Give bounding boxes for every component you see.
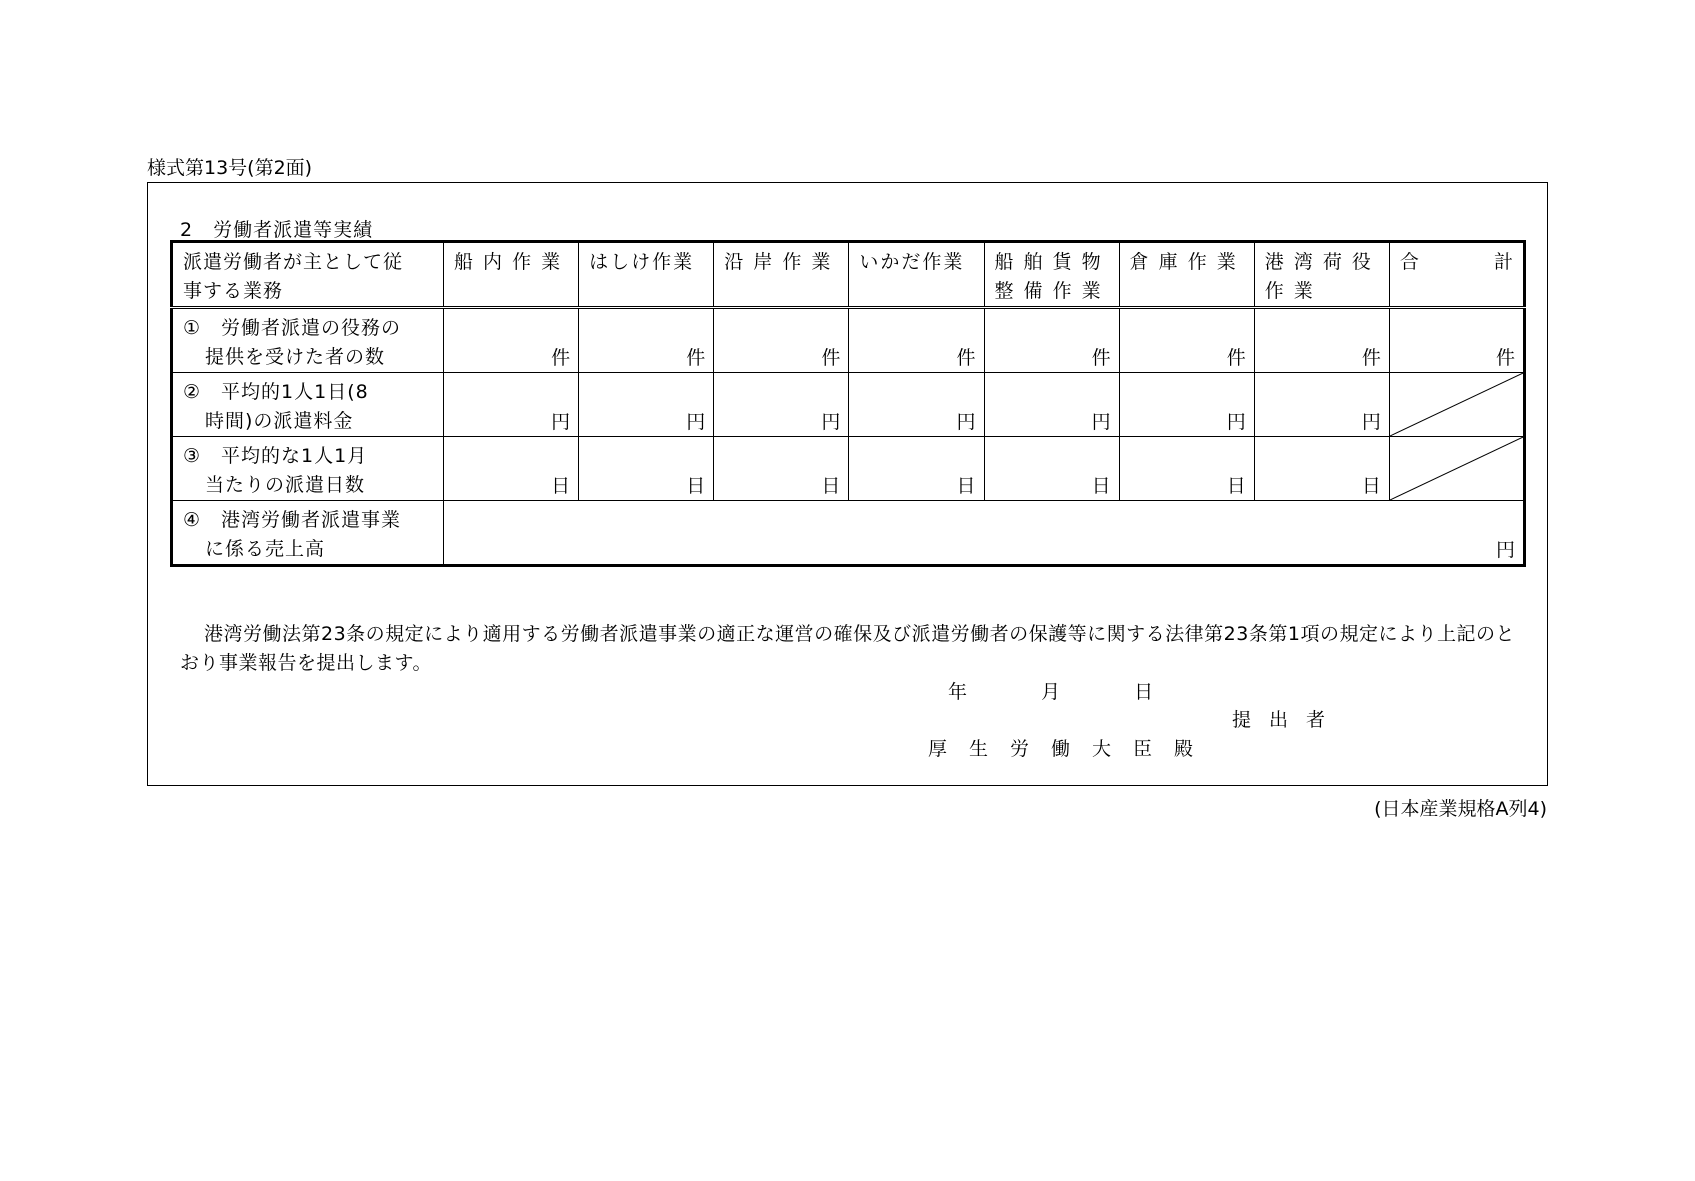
table-row-recipients xyxy=(172,308,1525,373)
input-cell[interactable] xyxy=(849,373,984,437)
row-label-cell xyxy=(172,308,444,373)
unit-label: 円 xyxy=(956,411,976,433)
unit-label: 件 xyxy=(686,347,706,369)
submission-statement: 港湾労働法第23条の規定により適用する労働者派遣事業の適正な運営の確保及び派遣労働者の保護等に関する法律第23条第1項の規定により上記のとおり事業報告を提出します。 xyxy=(180,623,1515,674)
header-label: 倉 庫 作 業 xyxy=(1129,251,1238,273)
sales-input-cell[interactable] xyxy=(444,501,1525,566)
header-label: はしけ作業 xyxy=(589,251,695,273)
input-cell[interactable] xyxy=(984,373,1119,437)
input-cell[interactable] xyxy=(1254,437,1389,501)
header-port-cargo-work xyxy=(1254,242,1389,308)
row-label-cell xyxy=(172,437,444,501)
row-label-line-1: ③ 平均的な1人1月 xyxy=(183,445,368,467)
jis-paper-size-note: (日本産業規格A列4) xyxy=(1374,798,1547,820)
row-label-cell xyxy=(172,501,444,566)
input-cell[interactable] xyxy=(1119,437,1254,501)
input-cell[interactable] xyxy=(579,437,714,501)
row-label-line-2: 提供を受けた者の数 xyxy=(205,346,386,368)
unit-label: 日 xyxy=(821,475,841,497)
addressee-label: 厚生労働大臣殿 xyxy=(928,738,1216,760)
diagonal-slash xyxy=(1390,373,1523,436)
input-cell[interactable] xyxy=(1119,308,1254,373)
header-label: いかだ作業 xyxy=(859,251,965,273)
header-raft-work xyxy=(849,242,984,308)
date-day: 日 xyxy=(1134,681,1154,703)
unit-label: 日 xyxy=(551,475,571,497)
row-label-line-1: ② 平均的1人1日(8 xyxy=(183,381,369,403)
diagonal-slash xyxy=(1390,437,1523,500)
row-label-line-1: ④ 港湾労働者派遣事業 xyxy=(183,509,402,531)
unit-label: 件 xyxy=(956,347,976,369)
unit-label: 円 xyxy=(821,411,841,433)
unit-label: 円 xyxy=(551,411,571,433)
dispatch-results-table xyxy=(170,240,1526,567)
input-cell[interactable] xyxy=(1254,308,1389,373)
header-label: 港 湾 荷 役 xyxy=(1264,251,1373,273)
input-cell[interactable] xyxy=(579,308,714,373)
section-title: 2 労働者派遣等実績 xyxy=(180,219,374,241)
input-cell[interactable] xyxy=(444,373,579,437)
unit-label: 円 xyxy=(1361,411,1381,433)
header-corner-cell xyxy=(172,242,444,308)
header-cargo-maintenance-work xyxy=(984,242,1119,308)
unit-label: 日 xyxy=(1091,475,1111,497)
unit-label: 件 xyxy=(1361,347,1381,369)
header-total xyxy=(1389,242,1524,308)
date-month: 月 xyxy=(1041,681,1061,703)
row-label-line-1: ① 労働者派遣の役務の xyxy=(183,317,402,339)
header-total-left: 合 xyxy=(1399,251,1421,273)
date-year: 年 xyxy=(948,681,968,703)
crossed-out-cell xyxy=(1389,373,1524,437)
input-cell[interactable] xyxy=(849,437,984,501)
input-cell[interactable] xyxy=(444,437,579,501)
table-row-monthly-days xyxy=(172,437,1525,501)
unit-label: 件 xyxy=(821,347,841,369)
table-row-daily-fee xyxy=(172,373,1525,437)
input-cell[interactable] xyxy=(984,437,1119,501)
header-label-line-2: 整 備 作 業 xyxy=(994,280,1103,302)
crossed-out-cell xyxy=(1389,437,1524,501)
unit-label: 件 xyxy=(1091,347,1111,369)
total-input-cell[interactable] xyxy=(1389,308,1524,373)
table-row-sales xyxy=(172,501,1525,566)
input-cell[interactable] xyxy=(714,373,849,437)
header-label: 船 舶 貨 物 xyxy=(994,251,1103,273)
table-header-row xyxy=(172,242,1525,308)
corner-line-1: 派遣労働者が主として従 xyxy=(183,251,404,273)
unit-label: 円 xyxy=(686,411,706,433)
unit-label: 円 xyxy=(1091,411,1111,433)
header-lighter-work xyxy=(579,242,714,308)
submitter-label: 提出者 xyxy=(1232,709,1344,731)
row-label-line-2: 時間)の派遣料金 xyxy=(205,410,354,432)
input-cell[interactable] xyxy=(579,373,714,437)
input-cell[interactable] xyxy=(714,308,849,373)
unit-label: 日 xyxy=(1226,475,1246,497)
input-cell[interactable] xyxy=(1254,373,1389,437)
input-cell[interactable] xyxy=(849,308,984,373)
unit-label: 日 xyxy=(686,475,706,497)
unit-label: 日 xyxy=(1361,475,1381,497)
row-label-line-2: 当たりの派遣日数 xyxy=(205,474,366,496)
form-number-label: 様式第13号(第2面) xyxy=(147,157,313,179)
unit-label: 円 xyxy=(1226,411,1246,433)
unit-label: 円 xyxy=(1495,539,1515,561)
unit-label: 件 xyxy=(551,347,571,369)
unit-label: 日 xyxy=(956,475,976,497)
header-total-right: 計 xyxy=(1493,251,1515,273)
unit-label: 件 xyxy=(1226,347,1246,369)
row-label-line-2: に係る売上高 xyxy=(205,538,326,560)
header-warehouse-work xyxy=(1119,242,1254,308)
unit-label: 件 xyxy=(1495,347,1515,369)
header-label: 船 内 作 業 xyxy=(454,251,563,273)
input-cell[interactable] xyxy=(1119,373,1254,437)
header-label: 沿 岸 作 業 xyxy=(724,251,833,273)
corner-line-2: 事する業務 xyxy=(183,280,284,302)
input-cell[interactable] xyxy=(714,437,849,501)
input-cell[interactable] xyxy=(984,308,1119,373)
row-label-cell xyxy=(172,373,444,437)
header-ship-work xyxy=(444,242,579,308)
date-line xyxy=(948,677,1191,704)
input-cell[interactable] xyxy=(444,308,579,373)
header-label-line-2: 作 業 xyxy=(1264,280,1315,302)
header-coastal-work xyxy=(714,242,849,308)
